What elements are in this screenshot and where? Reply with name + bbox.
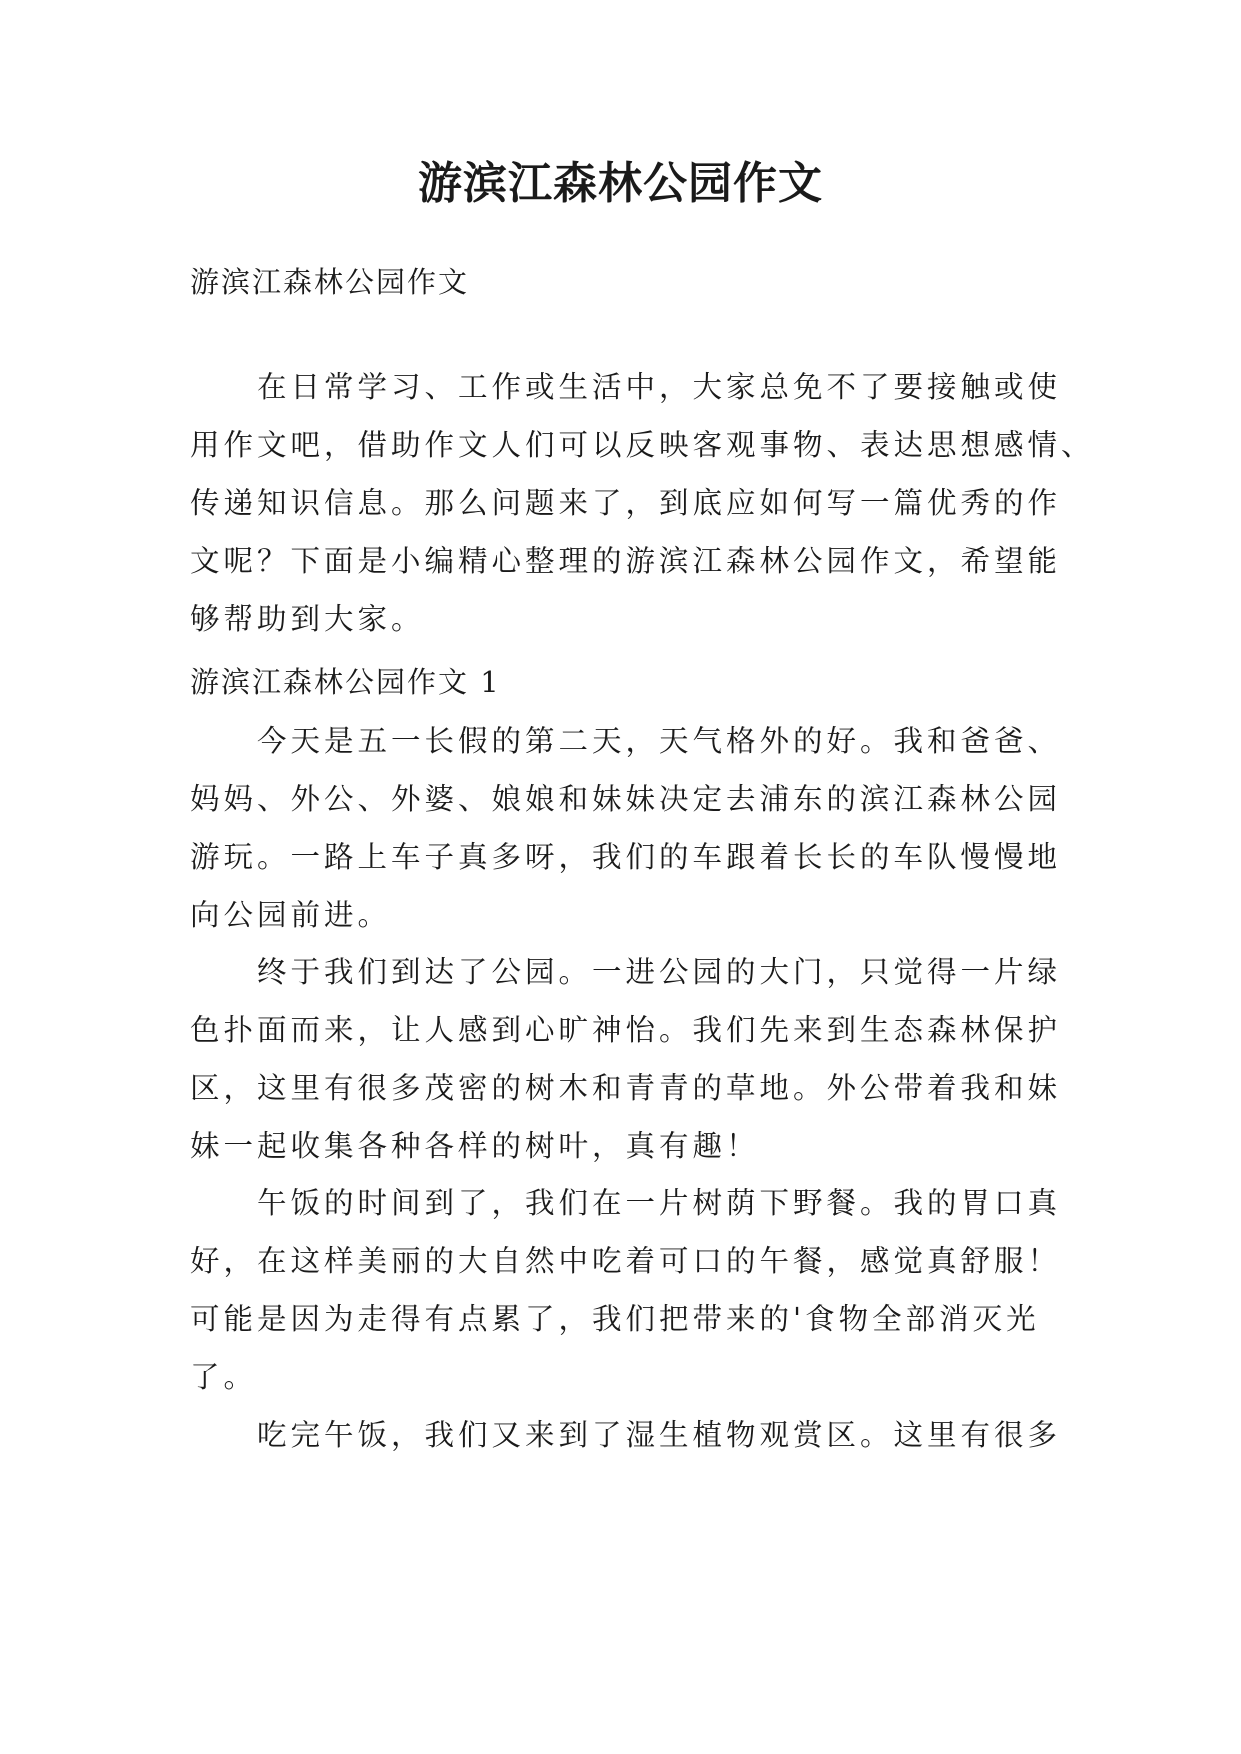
body-line: 游玩。一路上车子真多呀，我们的车跟着长长的车队慢慢地 (190, 840, 1062, 874)
body-line: 妹一起收集各种各样的树叶，真有趣！ (190, 1129, 760, 1163)
intro-line: 文呢？下面是小编精心整理的游滨江森林公园作文，希望能 (190, 544, 1062, 578)
body-line: 终于我们到达了公园。一进公园的大门，只觉得一片绿 (190, 955, 1062, 989)
body-line: 妈妈、外公、外婆、娘娘和妹妹决定去浦东的滨江森林公园 (190, 782, 1062, 816)
intro-line: 够帮助到大家。 (190, 602, 425, 636)
document-title: 游滨江森林公园作文 (418, 158, 823, 209)
body-paragraph-2 (190, 943, 1070, 1175)
body-paragraph-3 (190, 1174, 1070, 1406)
body-paragraph-4 (190, 1406, 1070, 1464)
intro-paragraph (190, 358, 1095, 648)
intro-line: 在日常学习、工作或生活中，大家总免不了要接触或使 (190, 370, 1062, 404)
body-line: 色扑面而来，让人感到心旷神怡。我们先来到生态森林保护 (190, 1013, 1062, 1047)
body-line: 午饭的时间到了，我们在一片树荫下野餐。我的胃口真 (190, 1186, 1062, 1220)
document-subtitle: 游滨江森林公园作文 (190, 265, 470, 299)
body-line: 向公园前进。 (190, 898, 392, 932)
body-paragraph-1 (190, 712, 1070, 944)
body-line: 可能是因为走得有点累了，我们把带来的'食物全部消灭光 (190, 1302, 1040, 1336)
intro-line: 传递知识信息。那么问题来了，到底应如何写一篇优秀的作 (190, 486, 1062, 520)
section-heading: 游滨江森林公园作文 1 (190, 665, 501, 699)
body-line: 今天是五一长假的第二天，天气格外的好。我和爸爸、 (190, 724, 1062, 758)
body-line: 了。 (190, 1360, 258, 1394)
body-line: 吃完午饭，我们又来到了湿生植物观赏区。这里有很多 (190, 1418, 1062, 1452)
intro-line: 用作文吧，借助作文人们可以反映客观事物、表达思想感情、 (190, 428, 1095, 462)
body-line: 好，在这样美丽的大自然中吃着可口的午餐，感觉真舒服！ (190, 1244, 1062, 1278)
body-line: 区，这里有很多茂密的树木和青青的草地。外公带着我和妹 (190, 1071, 1062, 1105)
